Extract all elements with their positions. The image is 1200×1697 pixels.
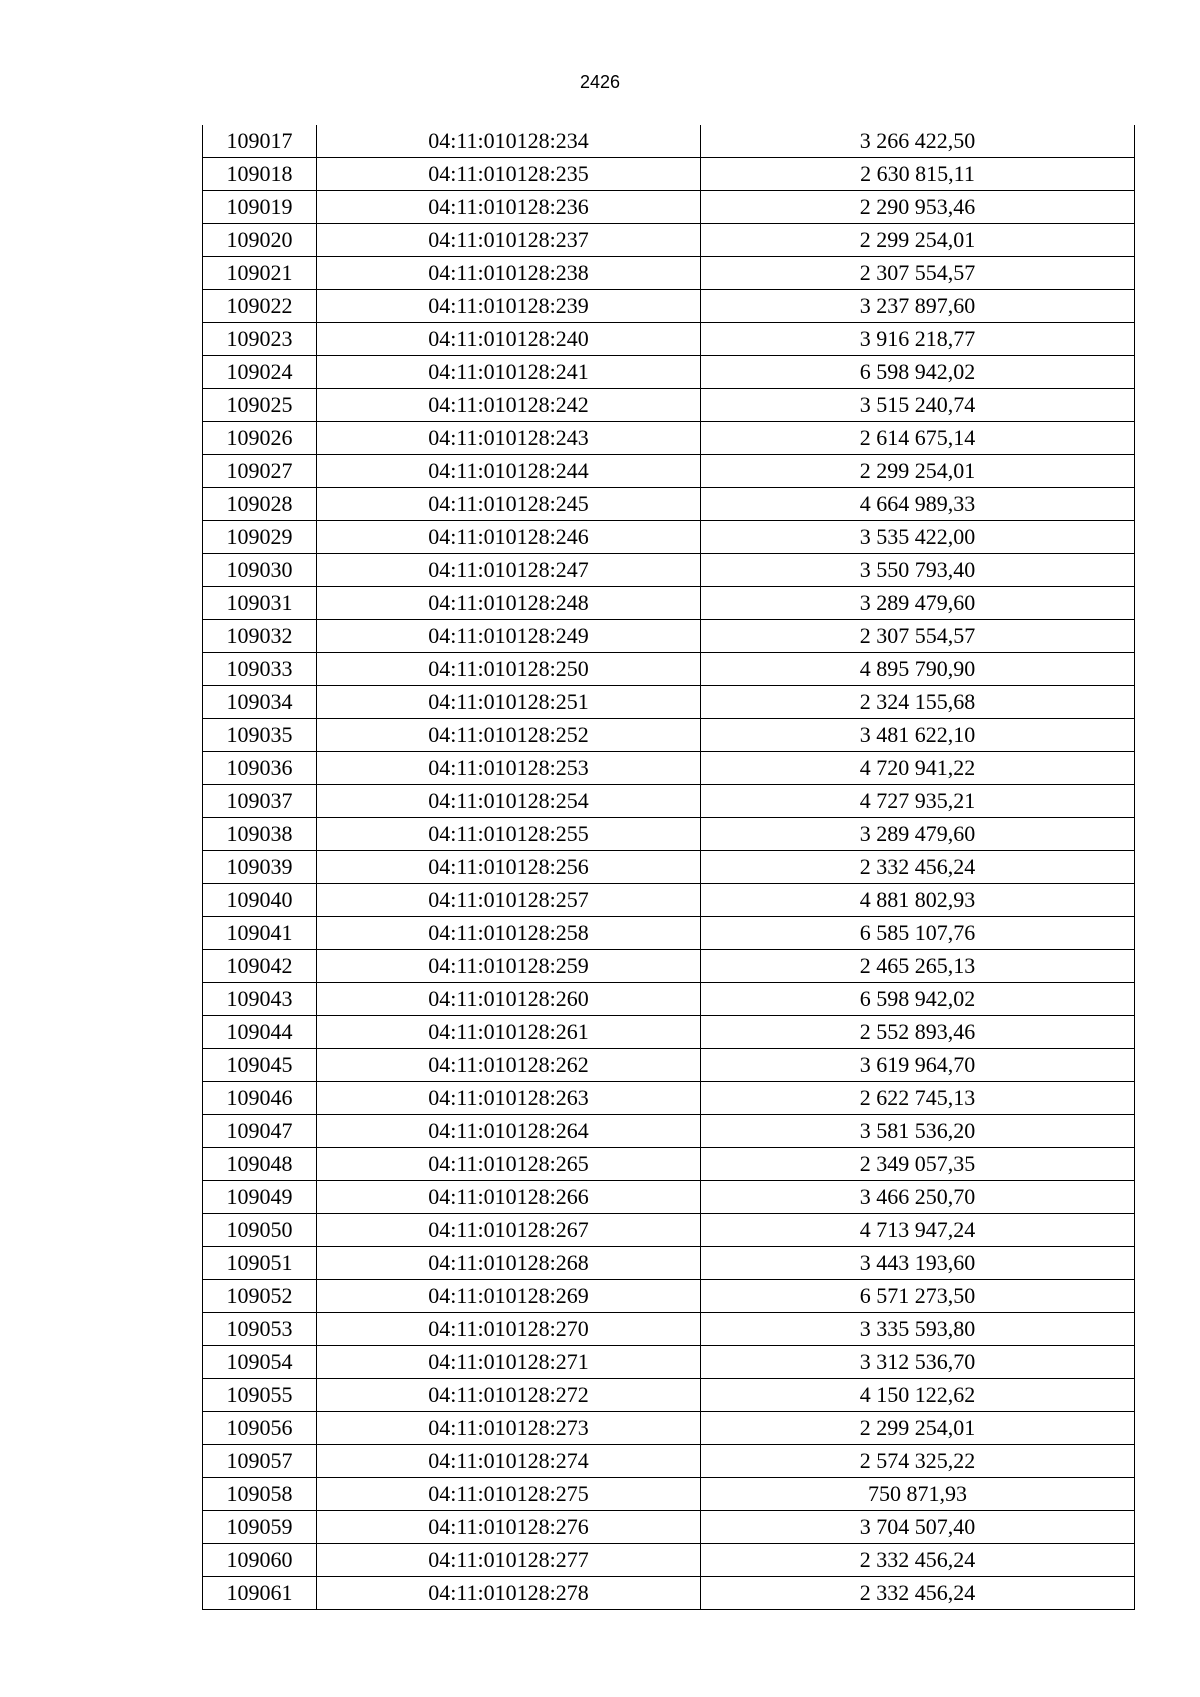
row-number-cell: 109045 — [203, 1049, 317, 1082]
cadastral-number-cell: 04:11:010128:252 — [317, 719, 701, 752]
table-row — [203, 1379, 1135, 1412]
table-row — [203, 719, 1135, 752]
row-number-cell: 109054 — [203, 1346, 317, 1379]
cadastral-value-cell: 3 704 507,40 — [701, 1511, 1135, 1544]
cadastral-value-cell: 3 237 897,60 — [701, 290, 1135, 323]
cadastral-value-cell: 4 720 941,22 — [701, 752, 1135, 785]
row-number-cell: 109059 — [203, 1511, 317, 1544]
cadastral-number-cell: 04:11:010128:263 — [317, 1082, 701, 1115]
row-number-cell: 109018 — [203, 158, 317, 191]
cadastral-number-cell: 04:11:010128:258 — [317, 917, 701, 950]
row-number-cell: 109051 — [203, 1247, 317, 1280]
table-row — [203, 1214, 1135, 1247]
cadastral-value-cell: 4 713 947,24 — [701, 1214, 1135, 1247]
row-number-cell: 109033 — [203, 653, 317, 686]
cadastral-number-cell: 04:11:010128:235 — [317, 158, 701, 191]
cadastral-number-cell: 04:11:010128:257 — [317, 884, 701, 917]
row-number-cell: 109056 — [203, 1412, 317, 1445]
table-row — [203, 950, 1135, 983]
cadastral-number-cell: 04:11:010128:248 — [317, 587, 701, 620]
cadastral-number-cell: 04:11:010128:275 — [317, 1478, 701, 1511]
cadastral-number-cell: 04:11:010128:246 — [317, 521, 701, 554]
row-number-cell: 109027 — [203, 455, 317, 488]
cadastral-number-cell: 04:11:010128:274 — [317, 1445, 701, 1478]
table-row — [203, 983, 1135, 1016]
cadastral-number-cell: 04:11:010128:261 — [317, 1016, 701, 1049]
row-number-cell: 109040 — [203, 884, 317, 917]
cadastral-number-cell: 04:11:010128:238 — [317, 257, 701, 290]
row-number-cell: 109037 — [203, 785, 317, 818]
cadastral-value-cell: 6 598 942,02 — [701, 983, 1135, 1016]
cadastral-value-cell: 2 614 675,14 — [701, 422, 1135, 455]
cadastral-value-cell: 3 581 536,20 — [701, 1115, 1135, 1148]
cadastral-value-cell: 4 881 802,93 — [701, 884, 1135, 917]
table-row — [203, 356, 1135, 389]
cadastral-number-cell: 04:11:010128:236 — [317, 191, 701, 224]
cadastral-value-cell: 2 349 057,35 — [701, 1148, 1135, 1181]
table-row — [203, 587, 1135, 620]
row-number-cell: 109050 — [203, 1214, 317, 1247]
page-number: 2426 — [579, 72, 621, 92]
cadastral-number-cell: 04:11:010128:239 — [317, 290, 701, 323]
cadastral-value-cell: 3 289 479,60 — [701, 818, 1135, 851]
row-number-cell: 109029 — [203, 521, 317, 554]
cadastral-value-cell: 2 290 953,46 — [701, 191, 1135, 224]
row-number-cell: 109041 — [203, 917, 317, 950]
row-number-cell: 109025 — [203, 389, 317, 422]
row-number-cell: 109046 — [203, 1082, 317, 1115]
row-number-cell: 109030 — [203, 554, 317, 587]
cadastral-value-cell: 6 571 273,50 — [701, 1280, 1135, 1313]
cadastral-value-cell: 3 289 479,60 — [701, 587, 1135, 620]
table-row — [203, 1544, 1135, 1577]
cadastral-number-cell: 04:11:010128:271 — [317, 1346, 701, 1379]
cadastral-value-cell: 3 312 536,70 — [701, 1346, 1135, 1379]
cadastral-value-cell: 4 150 122,62 — [701, 1379, 1135, 1412]
table-row — [203, 1247, 1135, 1280]
row-number-cell: 109043 — [203, 983, 317, 1016]
row-number-cell: 109061 — [203, 1577, 317, 1610]
cadastral-number-cell: 04:11:010128:245 — [317, 488, 701, 521]
table-row — [203, 1346, 1135, 1379]
cadastral-value-cell: 2 332 456,24 — [701, 1544, 1135, 1577]
cadastral-number-cell: 04:11:010128:250 — [317, 653, 701, 686]
cadastral-number-cell: 04:11:010128:267 — [317, 1214, 701, 1247]
table-row — [203, 1280, 1135, 1313]
cadastral-value-cell: 4 895 790,90 — [701, 653, 1135, 686]
table-row — [203, 620, 1135, 653]
table-row — [203, 1148, 1135, 1181]
table-row — [203, 290, 1135, 323]
cadastral-value-cell: 2 622 745,13 — [701, 1082, 1135, 1115]
row-number-cell: 109052 — [203, 1280, 317, 1313]
cadastral-number-cell: 04:11:010128:243 — [317, 422, 701, 455]
table-row — [203, 752, 1135, 785]
cadastral-number-cell: 04:11:010128:240 — [317, 323, 701, 356]
row-number-cell: 109055 — [203, 1379, 317, 1412]
cadastral-number-cell: 04:11:010128:260 — [317, 983, 701, 1016]
row-number-cell: 109060 — [203, 1544, 317, 1577]
table-row — [203, 785, 1135, 818]
cadastral-value-cell: 3 535 422,00 — [701, 521, 1135, 554]
cadastral-number-cell: 04:11:010128:253 — [317, 752, 701, 785]
cadastral-number-cell: 04:11:010128:247 — [317, 554, 701, 587]
table-row — [203, 224, 1135, 257]
cadastral-value-cell: 3 266 422,50 — [701, 125, 1135, 158]
cadastral-number-cell: 04:11:010128:272 — [317, 1379, 701, 1412]
row-number-cell: 109044 — [203, 1016, 317, 1049]
cadastral-value-cell: 2 332 456,24 — [701, 851, 1135, 884]
cadastral-number-cell: 04:11:010128:262 — [317, 1049, 701, 1082]
cadastral-number-cell: 04:11:010128:268 — [317, 1247, 701, 1280]
row-number-cell: 109023 — [203, 323, 317, 356]
table-row — [203, 818, 1135, 851]
cadastral-number-cell: 04:11:010128:277 — [317, 1544, 701, 1577]
cadastral-value-cell: 2 574 325,22 — [701, 1445, 1135, 1478]
cadastral-number-cell: 04:11:010128:273 — [317, 1412, 701, 1445]
table-row — [203, 1511, 1135, 1544]
table-row — [203, 686, 1135, 719]
table-row — [203, 1313, 1135, 1346]
row-number-cell: 109026 — [203, 422, 317, 455]
cadastral-value-cell: 750 871,93 — [701, 1478, 1135, 1511]
row-number-cell: 109019 — [203, 191, 317, 224]
cadastral-number-cell: 04:11:010128:234 — [317, 125, 701, 158]
cadastral-number-cell: 04:11:010128:254 — [317, 785, 701, 818]
cadastral-value-cell: 2 307 554,57 — [701, 257, 1135, 290]
cadastral-value-cell: 3 916 218,77 — [701, 323, 1135, 356]
table-row — [203, 1082, 1135, 1115]
table-row — [203, 488, 1135, 521]
table-row — [203, 125, 1135, 158]
row-number-cell: 109049 — [203, 1181, 317, 1214]
table-row — [203, 323, 1135, 356]
row-number-cell: 109039 — [203, 851, 317, 884]
row-number-cell: 109032 — [203, 620, 317, 653]
row-number-cell: 109042 — [203, 950, 317, 983]
table-row — [203, 521, 1135, 554]
table-row — [203, 1478, 1135, 1511]
table-row — [203, 1115, 1135, 1148]
table-row — [203, 884, 1135, 917]
cadastral-value-cell: 4 664 989,33 — [701, 488, 1135, 521]
row-number-cell: 109036 — [203, 752, 317, 785]
table-row — [203, 422, 1135, 455]
cadastral-number-cell: 04:11:010128:256 — [317, 851, 701, 884]
cadastral-value-cell: 3 515 240,74 — [701, 389, 1135, 422]
row-number-cell: 109058 — [203, 1478, 317, 1511]
cadastral-value-cell: 2 465 265,13 — [701, 950, 1135, 983]
cadastral-number-cell: 04:11:010128:237 — [317, 224, 701, 257]
table-row — [203, 653, 1135, 686]
table-row — [203, 1049, 1135, 1082]
cadastral-number-cell: 04:11:010128:259 — [317, 950, 701, 983]
row-number-cell: 109017 — [203, 125, 317, 158]
row-number-cell: 109022 — [203, 290, 317, 323]
cadastral-value-cell: 2 630 815,11 — [701, 158, 1135, 191]
row-number-cell: 109038 — [203, 818, 317, 851]
cadastral-value-cell: 3 466 250,70 — [701, 1181, 1135, 1214]
cadastral-value-cell: 3 619 964,70 — [701, 1049, 1135, 1082]
cadastral-number-cell: 04:11:010128:270 — [317, 1313, 701, 1346]
cadastral-number-cell: 04:11:010128:276 — [317, 1511, 701, 1544]
cadastral-value-cell: 3 335 593,80 — [701, 1313, 1135, 1346]
cadastral-value-cell: 6 598 942,02 — [701, 356, 1135, 389]
cadastral-number-cell: 04:11:010128:251 — [317, 686, 701, 719]
cadastral-value-table — [202, 125, 1135, 1610]
row-number-cell: 109053 — [203, 1313, 317, 1346]
cadastral-value-cell: 3 481 622,10 — [701, 719, 1135, 752]
cadastral-number-cell: 04:11:010128:241 — [317, 356, 701, 389]
cadastral-value-cell: 2 332 456,24 — [701, 1577, 1135, 1610]
cadastral-number-cell: 04:11:010128:278 — [317, 1577, 701, 1610]
table-row — [203, 1412, 1135, 1445]
cadastral-number-cell: 04:11:010128:244 — [317, 455, 701, 488]
row-number-cell: 109057 — [203, 1445, 317, 1478]
cadastral-value-cell: 2 299 254,01 — [701, 455, 1135, 488]
table-row — [203, 257, 1135, 290]
table-row — [203, 1181, 1135, 1214]
cadastral-value-cell: 6 585 107,76 — [701, 917, 1135, 950]
cadastral-number-cell: 04:11:010128:255 — [317, 818, 701, 851]
row-number-cell: 109024 — [203, 356, 317, 389]
row-number-cell: 109047 — [203, 1115, 317, 1148]
cadastral-number-cell: 04:11:010128:269 — [317, 1280, 701, 1313]
cadastral-number-cell: 04:11:010128:242 — [317, 389, 701, 422]
cadastral-number-cell: 04:11:010128:249 — [317, 620, 701, 653]
row-number-cell: 109034 — [203, 686, 317, 719]
cadastral-value-cell: 3 550 793,40 — [701, 554, 1135, 587]
row-number-cell: 109035 — [203, 719, 317, 752]
table-row — [203, 455, 1135, 488]
row-number-cell: 109031 — [203, 587, 317, 620]
row-number-cell: 109020 — [203, 224, 317, 257]
row-number-cell: 109028 — [203, 488, 317, 521]
cadastral-value-cell: 2 307 554,57 — [701, 620, 1135, 653]
row-number-cell: 109021 — [203, 257, 317, 290]
cadastral-number-cell: 04:11:010128:264 — [317, 1115, 701, 1148]
cadastral-number-cell: 04:11:010128:265 — [317, 1148, 701, 1181]
table-row — [203, 1016, 1135, 1049]
table-row — [203, 191, 1135, 224]
table-row — [203, 1577, 1135, 1610]
row-number-cell: 109048 — [203, 1148, 317, 1181]
table-row — [203, 554, 1135, 587]
table-row — [203, 389, 1135, 422]
table-row — [203, 158, 1135, 191]
cadastral-value-cell: 2 324 155,68 — [701, 686, 1135, 719]
table-body — [203, 125, 1135, 1610]
cadastral-number-cell: 04:11:010128:266 — [317, 1181, 701, 1214]
cadastral-value-cell: 2 299 254,01 — [701, 1412, 1135, 1445]
cadastral-value-cell: 2 299 254,01 — [701, 224, 1135, 257]
table-row — [203, 917, 1135, 950]
cadastral-value-cell: 3 443 193,60 — [701, 1247, 1135, 1280]
cadastral-value-cell: 4 727 935,21 — [701, 785, 1135, 818]
table-row — [203, 1445, 1135, 1478]
table-row — [203, 851, 1135, 884]
cadastral-value-cell: 2 552 893,46 — [701, 1016, 1135, 1049]
